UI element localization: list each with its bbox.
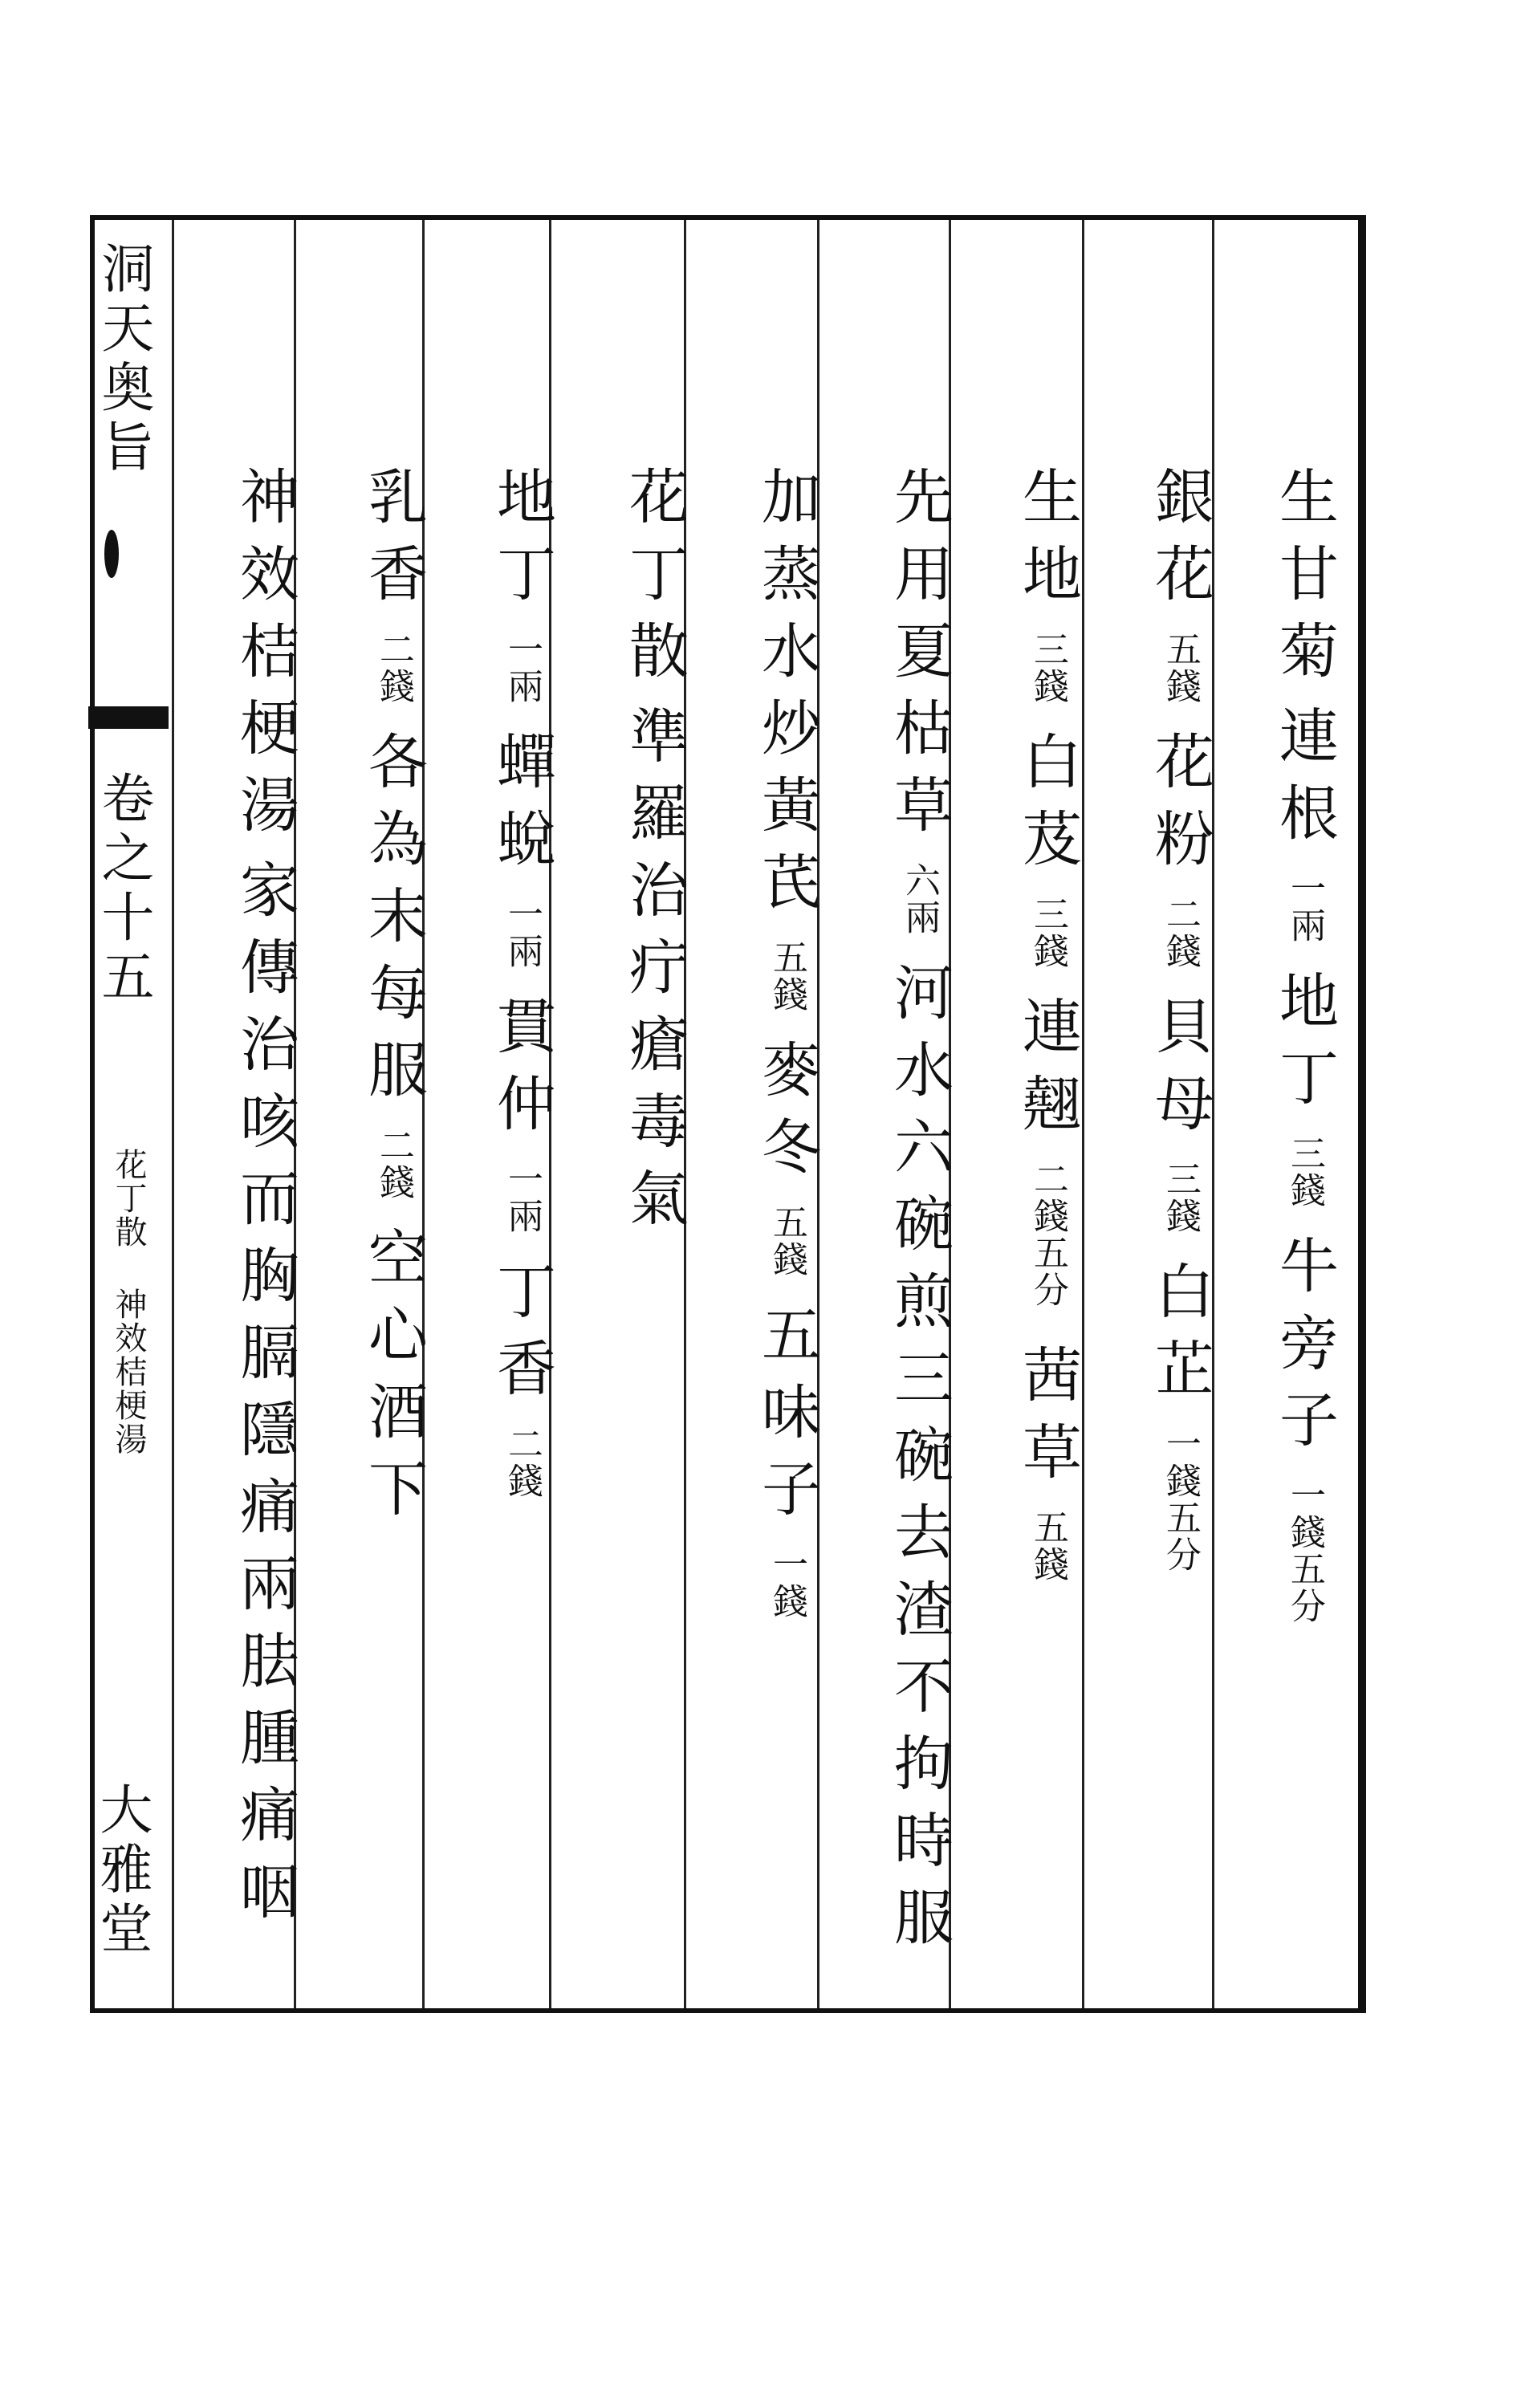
column-rule <box>172 220 174 2008</box>
text-main: 加蒸水炒黃芪 <box>752 466 821 928</box>
text-main: 茜草 <box>1013 1344 1082 1498</box>
text-main: 白芨 <box>1013 730 1082 885</box>
column-rule <box>1082 220 1084 2008</box>
text-main: 空心酒下 <box>359 1226 428 1535</box>
text-main: 生甘菊 <box>1270 466 1339 697</box>
text-note: 二錢五分 <box>1027 1161 1068 1308</box>
text-note: 六兩 <box>899 862 940 936</box>
text-main: 乳香 <box>359 466 428 620</box>
text-main: 連翹 <box>1013 995 1082 1149</box>
text-note: 一兩 <box>502 896 543 970</box>
text-note: 三錢 <box>1160 1161 1201 1235</box>
text-main: 連根 <box>1270 705 1339 859</box>
text-note: 二錢 <box>502 1426 543 1499</box>
text-main: 白芷 <box>1145 1260 1214 1414</box>
text-main: 花丁散 <box>620 466 689 697</box>
text-main: 家傳治咳而胸膈隱痛兩胠腫痛咽 <box>230 859 299 1938</box>
text-note: 三錢 <box>1027 896 1068 970</box>
text-main: 貝母 <box>1145 995 1214 1149</box>
text-note: 五錢 <box>1027 1509 1068 1583</box>
text-main: 貫仲 <box>487 995 556 1149</box>
text-main: 生地 <box>1013 466 1082 620</box>
text-note: 五錢 <box>767 939 807 1013</box>
text-main: 牛旁子 <box>1270 1235 1339 1466</box>
text-note: 一錢五分 <box>1160 1426 1201 1573</box>
margin-section: 花丁散 神效桔梗湯 <box>110 1148 147 1456</box>
text-note: 二錢 <box>373 631 414 705</box>
text-note: 一兩 <box>1284 870 1325 944</box>
text-note: 三錢 <box>1284 1135 1325 1209</box>
text-main: 地丁 <box>487 466 556 620</box>
text-note: 五錢 <box>1160 631 1201 705</box>
text-note: 五錢 <box>767 1204 807 1278</box>
text-main: 各為末每服 <box>359 730 428 1116</box>
text-note: 三錢 <box>1027 631 1068 705</box>
margin-book-title: 洞天奥旨 <box>92 241 154 478</box>
text-main: 花粉 <box>1145 730 1214 885</box>
text-main: 河水六碗煎三碗去渣不拘時服 <box>885 962 954 1963</box>
text-main: 丁香 <box>487 1260 556 1414</box>
text-main: 神效桔梗湯 <box>230 466 299 851</box>
text-main: 銀花 <box>1145 466 1214 620</box>
margin-publisher: 大雅堂 <box>91 1782 152 1960</box>
text-main: 先用夏枯草 <box>885 466 954 851</box>
text-main: 準羅治疔瘡毒氣 <box>620 705 689 1244</box>
fish-tail-mark <box>88 706 169 729</box>
text-main: 麥冬 <box>752 1039 821 1193</box>
margin-volume: 卷之十五 <box>92 771 154 1008</box>
text-note: 一兩 <box>502 1161 543 1235</box>
text-main: 蟬蛻 <box>487 730 556 885</box>
text-note: 一兩 <box>502 631 543 705</box>
text-note: 二錢 <box>373 1127 414 1201</box>
text-note: 二錢 <box>1160 896 1201 970</box>
text-main: 地丁 <box>1270 970 1339 1124</box>
fish-tail-mark <box>104 530 119 578</box>
text-note: 一錢五分 <box>1284 1477 1325 1625</box>
text-main: 五味子 <box>752 1304 821 1535</box>
text-note: 一錢 <box>767 1546 807 1620</box>
